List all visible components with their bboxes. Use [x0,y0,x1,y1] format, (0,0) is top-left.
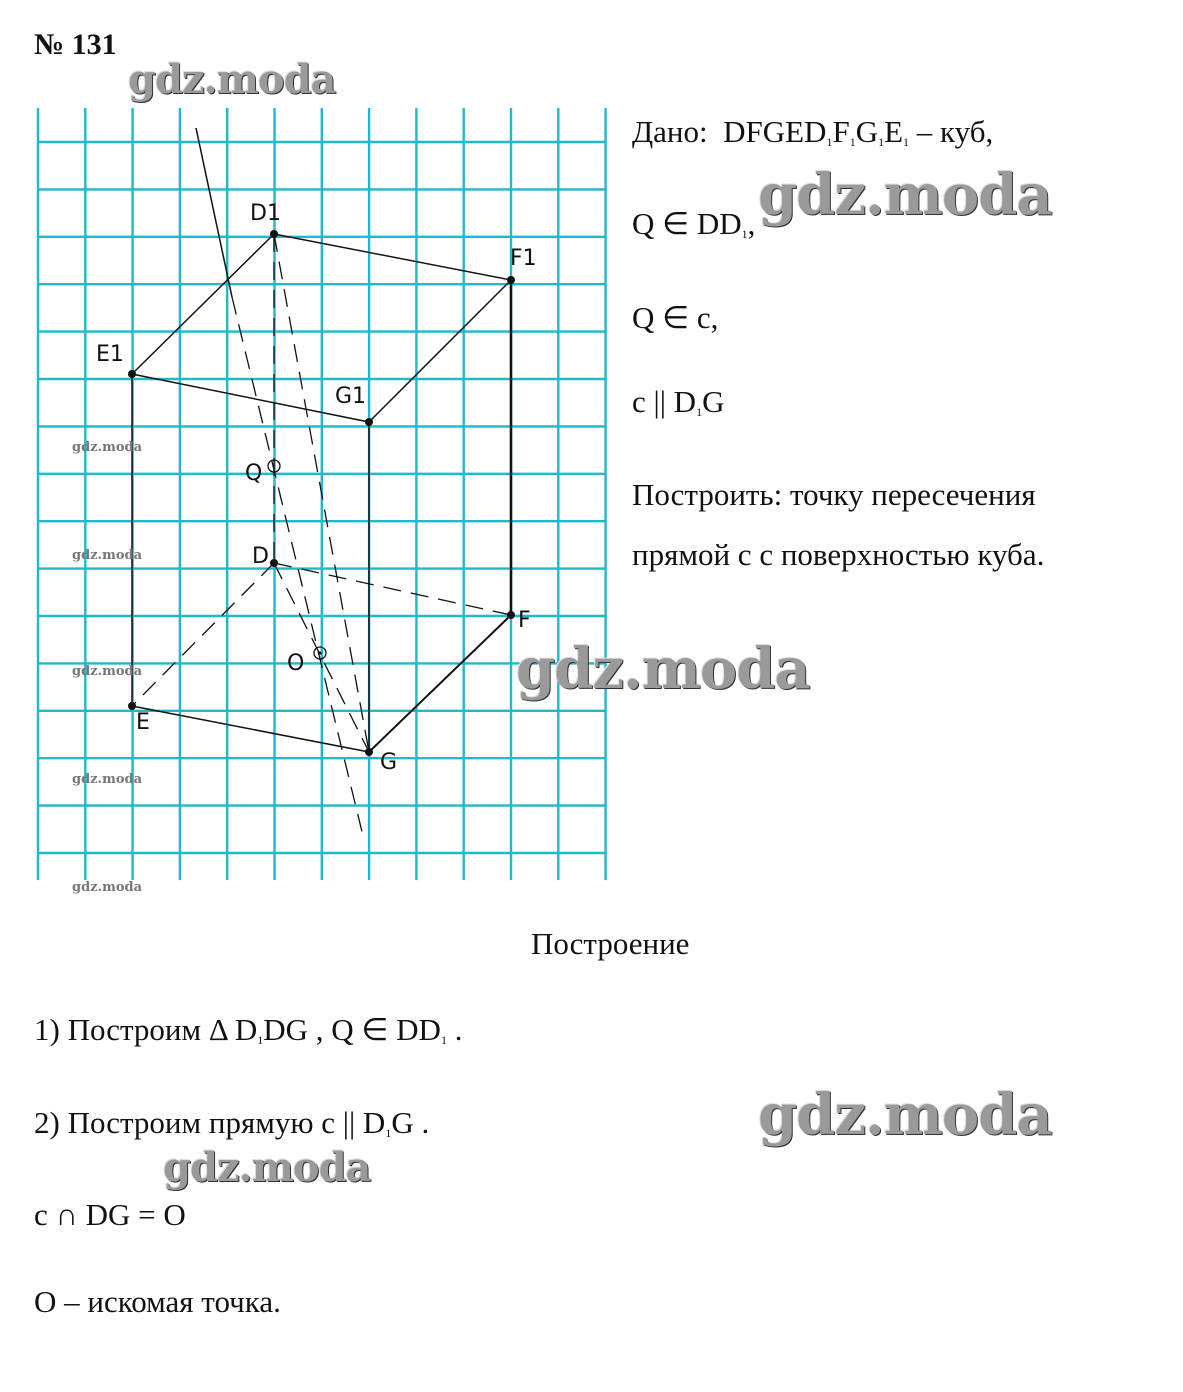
label-d1: D1 [250,201,281,226]
watermark: gdz.moda [758,162,1052,228]
given-line-2: Q ∈ $DD_1$, [632,206,756,241]
label-g1: G1 [335,384,367,409]
watermark-small: gdz.moda [72,548,143,563]
given-line-3: Q ∈ c, [632,300,719,335]
edge-df [274,563,511,615]
step-1: 1) Построим Δ $D_1DG$ , Q ∈ $DD_1$ . [34,1012,463,1047]
edge-de [132,563,274,706]
label-d: D [252,544,269,569]
label-f1: F1 [510,246,537,271]
problem-number: № 131 [34,28,117,61]
answer-line: O – искомая точка. [34,1284,281,1319]
intersection-line: c ∩ DG = O [34,1197,186,1232]
watermark-small: gdz.moda [72,440,143,455]
step-2: 2) Построим прямую c || $D_1G$ . [34,1105,430,1140]
construction-title: Построение [531,926,690,961]
edge-gf [369,615,511,752]
watermark-small: gdz.moda [72,880,143,895]
label-e: E [136,710,150,735]
watermark: gdz.moda [128,56,336,103]
task-line-2: прямой с с поверхностью куба. [632,537,1045,572]
given-line-1: Дано: $DFGED_1F_1G_1E_1$ – куб, [632,114,994,149]
label-o: O [287,651,305,676]
label-g: G [380,750,398,775]
label-e1: E1 [96,342,124,367]
watermark: gdz.moda [516,636,810,702]
watermark-small: gdz.moda [72,772,143,787]
watermark: gdz.moda [163,1144,371,1191]
label-q: Q [245,461,263,486]
watermark: gdz.moda [758,1082,1052,1148]
watermark-small: gdz.moda [72,664,143,679]
task-line-1: Построить: точку пересечения [632,477,1036,512]
given-line-4: c || $D_1G$ [632,384,725,419]
label-f: F [518,608,531,633]
